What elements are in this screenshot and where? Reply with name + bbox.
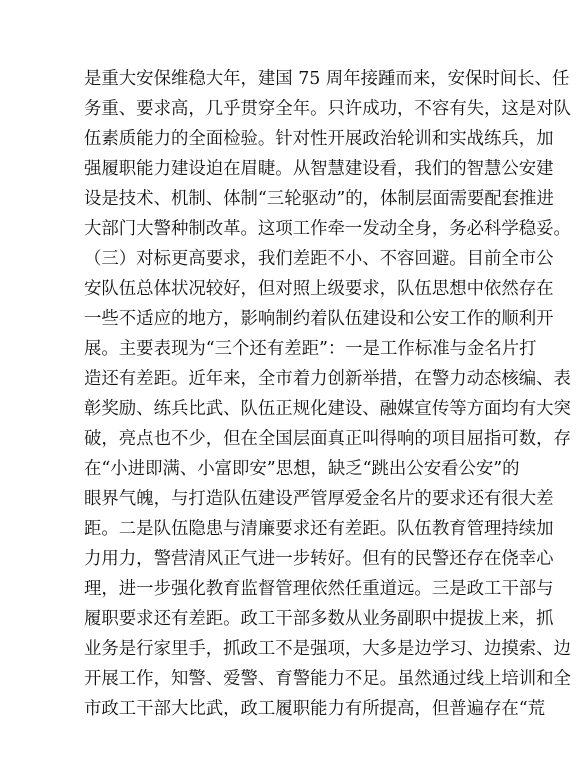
text-line: 设是技术、机制、体制“三轮驱动”的，体制层面需要配套推进 [84, 189, 554, 209]
text-line: 安队伍总体状况较好，但对照上级要求，队伍思想中依然存在 [84, 279, 554, 299]
text-line: 展。主要表现为“三个还有差距”：一是工作标准与金名片打 [84, 339, 537, 359]
text-line: 彰奖励、练兵比武、队伍正规化建设、融媒宣传等方面均有大突 [84, 399, 571, 419]
text-line: 强履职能力建设迫在眉睫。从智慧建设看，我们的智慧公安建 [84, 159, 554, 179]
text-line: 力用力，警营清风正气进一步转好。但有的民警还存在侥幸心 [84, 549, 554, 569]
text-line: 眼界气魄，与打造队伍建设严管厚爱金名片的要求还有很大差 [84, 489, 554, 509]
body-text [84, 64, 571, 724]
text-line: 务重、要求高，几乎贯穿全年。只许成功，不容有失，这是对队 [84, 99, 571, 119]
text-line: 市政工干部大比武，政工履职能力有所提高，但普遍存在“荒 [84, 699, 546, 719]
text-line: 理，进一步强化教育监督管理依然任重道远。三是政工干部与 [84, 579, 554, 599]
text-line: 大部门大警种制改革。这项工作牵一发动全身，务必科学稳妥。 [84, 219, 571, 239]
text-line: 伍素质能力的全面检验。针对性开展政治轮训和实战练兵，加 [84, 129, 554, 149]
text-line: 距。二是队伍隐患与清廉要求还有差距。队伍教育管理持续加 [84, 519, 554, 539]
text-line: 履职要求还有差距。政工干部多数从业务副职中提拔上来，抓 [84, 609, 554, 629]
text-line: 一些不适应的地方，影响制约着队伍建设和公安工作的顺利开 [84, 309, 554, 329]
text-line: 造还有差距。近年来，全市着力创新举措，在警力动态核编、表 [84, 369, 571, 389]
text-line: 是重大安保维稳大年，建国 75 周年接踵而来，安保时间长、任 [84, 69, 570, 89]
text-line: 开展工作，知警、爱警、育警能力不足。虽然通过线上培训和全 [84, 669, 571, 689]
text-line: 在“小进即满、小富即安”思想，缺乏“跳出公安看公安”的 [84, 459, 520, 479]
text-line: 业务是行家里手，抓政工不是强项，大多是边学习、边摸索、边 [84, 639, 571, 659]
text-line: （三）对标更高要求，我们差距不小、不容回避。目前全市公 [84, 249, 554, 269]
text-line: 破，亮点也不少，但在全国层面真正叫得响的项目屈指可数，存 [84, 429, 571, 449]
